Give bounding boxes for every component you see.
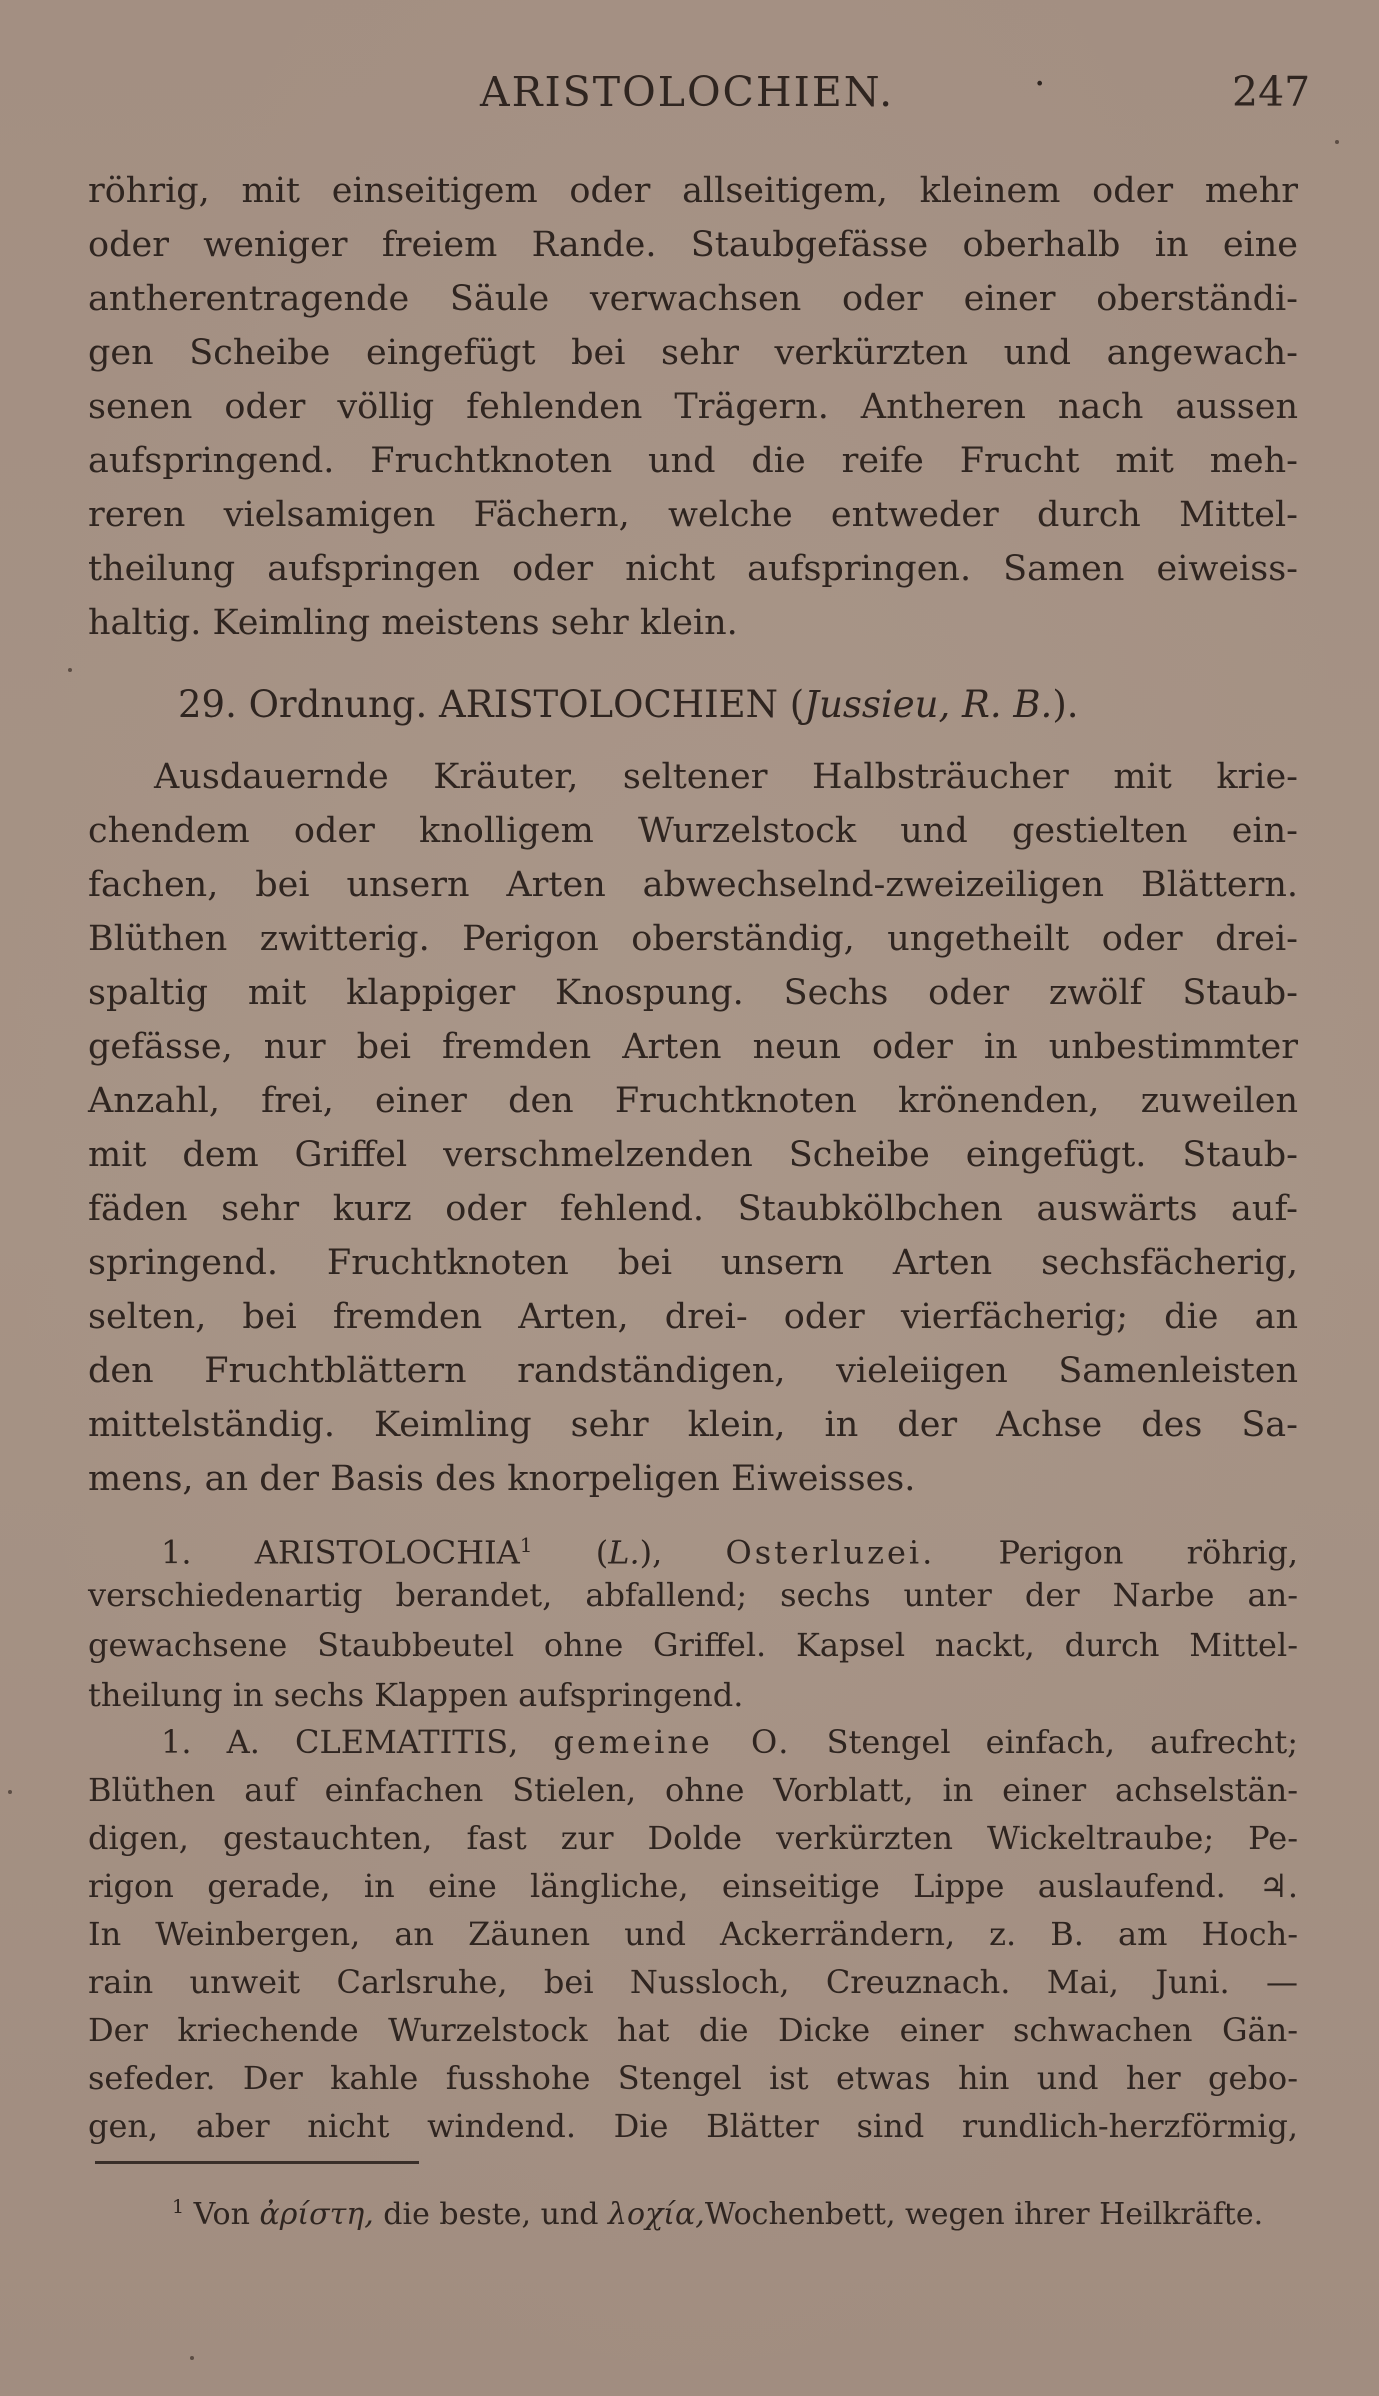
text-line: fachen, bei unsern Arten abwechselnd-zweizeiligen Blättern. bbox=[88, 865, 1298, 905]
genus-number: 1. bbox=[161, 1533, 192, 1572]
header-mark: · bbox=[1034, 64, 1046, 105]
paper-speck bbox=[68, 668, 72, 672]
text-line: Anzahl, frei, einer den Fruchtknoten krönenden, zuweilen bbox=[88, 1081, 1298, 1121]
text-line: Blüthen zwitterig. Perigon oberständig, ungetheilt oder drei- bbox=[88, 919, 1298, 959]
text-line: sefeder. Der kahle fusshohe Stengel ist etwas hin und her gebo- bbox=[88, 2059, 1298, 2097]
text-line: antherentragende Säule verwachsen oder einer oberständi- bbox=[88, 279, 1298, 319]
footnote-greek-b: λοχία, bbox=[608, 2197, 705, 2232]
footnote bbox=[172, 2182, 1263, 2240]
genus-name: ARISTOLOCHIA bbox=[254, 1533, 520, 1572]
text-line: röhrig, mit einseitigem oder allseitigem, kleinem oder mehr bbox=[88, 171, 1298, 211]
text-line: spaltig mit klappiger Knospung. Sechs oder zwölf Staub- bbox=[88, 973, 1298, 1013]
genus-first-line bbox=[88, 1520, 1298, 1570]
text-line: theilung aufspringen oder nicht aufspringen. Samen eiweiss- bbox=[88, 549, 1298, 589]
text-line: reren vielsamigen Fächern, welche entweder durch Mittel- bbox=[88, 495, 1298, 535]
species-name: CLEMATITIS bbox=[295, 1723, 509, 1761]
text-line: gen Scheibe eingefügt bei sehr verkürzten und angewach- bbox=[88, 333, 1298, 373]
genus-authority-close: ), bbox=[639, 1533, 663, 1572]
text-line: gewachsene Staubbeutel ohne Griffel. Kapsel nackt, durch Mittel- bbox=[88, 1626, 1298, 1664]
footnote-reference: 1 bbox=[519, 1533, 533, 1557]
text-line: Ausdauernde Kräuter, seltener Halbsträucher mit krie- bbox=[154, 757, 1298, 797]
genus-description bbox=[88, 1520, 1298, 1720]
species-first-line: 1. A. CLEMATITIS, gemeine O. Stengel einfach, aufrecht; bbox=[161, 1723, 1299, 1761]
paper-speck bbox=[1335, 140, 1339, 144]
text-line: gefässe, nur bei fremden Arten neun oder in unbestimmter bbox=[88, 1027, 1298, 1067]
text-line: haltig. Keimling meistens sehr klein. bbox=[88, 603, 738, 643]
footnote-text-c: Wochenbett, wegen ihrer Heilkräfte. bbox=[704, 2197, 1264, 2232]
genus-common-name: Osterluzei. bbox=[725, 1533, 936, 1572]
text-line: mittelständig. Keimling sehr klein, in der Achse des Sa- bbox=[88, 1405, 1298, 1445]
footnote-rule bbox=[95, 2161, 419, 2164]
text-line: Der kriechende Wurzelstock hat die Dicke einer schwachen Gän- bbox=[88, 2011, 1298, 2049]
page-header bbox=[0, 60, 1379, 120]
text-line: verschiedenartig berandet, abfallend; sechs unter der Narbe an- bbox=[88, 1576, 1298, 1614]
text-line: fäden sehr kurz oder fehlend. Staubkölbchen auswärts auf- bbox=[88, 1189, 1298, 1229]
text-line: senen oder völlig fehlenden Trägern. Antheren nach aussen bbox=[88, 387, 1298, 427]
text-line: gen, aber nicht windend. Die Blätter sind rundlich-herzförmig, bbox=[88, 2107, 1298, 2145]
text-line: theilung in sechs Klappen aufspringend. bbox=[88, 1676, 744, 1714]
text-line: selten, bei fremden Arten, drei- oder vierfächerig; die an bbox=[88, 1297, 1298, 1337]
text-line: mit dem Griffel verschmelzenden Scheibe eingefügt. Staub- bbox=[88, 1135, 1298, 1175]
text-line: rain unweit Carlsruhe, bei Nussloch, Creuznach. Mai, Juni. — bbox=[88, 1963, 1298, 2001]
intro-paragraph bbox=[88, 164, 1298, 650]
order-heading bbox=[178, 678, 1079, 732]
species-number: 1. A. bbox=[161, 1723, 260, 1761]
species-line1-rest: Stengel einfach, aufrecht; bbox=[826, 1723, 1299, 1761]
order-heading-authority: Jussieu, R. B. bbox=[804, 683, 1053, 726]
page-number: 247 bbox=[1232, 68, 1311, 116]
genus-authority-open: ( bbox=[595, 1533, 609, 1572]
order-heading-title: 29. Ordnung. ARISTOLOCHIEN ( bbox=[178, 683, 805, 726]
text-line: digen, gestauchten, fast zur Dolde verkürzten Wickeltraube; Pe- bbox=[88, 1819, 1298, 1857]
footnote-greek-a: ἀρίστη, bbox=[259, 2197, 374, 2232]
text-line: den Fruchtblättern randständigen, vieleiigen Samenleisten bbox=[88, 1351, 1298, 1391]
text-line: oder weniger freiem Rande. Staubgefässe oberhalb in eine bbox=[88, 225, 1298, 265]
text-line: aufspringend. Fruchtknoten und die reife Frucht mit meh- bbox=[88, 441, 1298, 481]
footnote-marker: 1 bbox=[172, 2196, 185, 2218]
running-title: ARISTOLOCHIEN. bbox=[480, 68, 895, 116]
text-line: In Weinbergen, an Zäunen und Ackerrändern, z. B. am Hoch- bbox=[88, 1915, 1298, 1953]
genus-line1-rest: Perigon röhrig, bbox=[998, 1533, 1299, 1572]
text-line: rigon gerade, in eine längliche, einseitige Lippe auslaufend. ♃. bbox=[88, 1867, 1298, 1905]
footnote-text-a: Von bbox=[193, 2197, 250, 2232]
text-line: mens, an der Basis des knorpeligen Eiweisses. bbox=[88, 1459, 916, 1499]
text-line: chendem oder knolligem Wurzelstock und gestielten ein- bbox=[88, 811, 1298, 851]
order-description bbox=[88, 750, 1298, 1506]
paper-speck bbox=[8, 1790, 12, 1794]
text-line: springend. Fruchtknoten bei unsern Arten sechsfächerig, bbox=[88, 1243, 1298, 1283]
genus-authority: L. bbox=[608, 1533, 640, 1572]
species-description bbox=[88, 1718, 1298, 2150]
text-line: Blüthen auf einfachen Stielen, ohne Vorblatt, in einer achselstän- bbox=[88, 1771, 1298, 1809]
order-heading-close: ). bbox=[1052, 683, 1079, 726]
paper-speck bbox=[190, 2356, 194, 2360]
species-common-name: gemeine O. bbox=[553, 1723, 792, 1761]
footnote-text-b: die beste, und bbox=[383, 2197, 599, 2232]
